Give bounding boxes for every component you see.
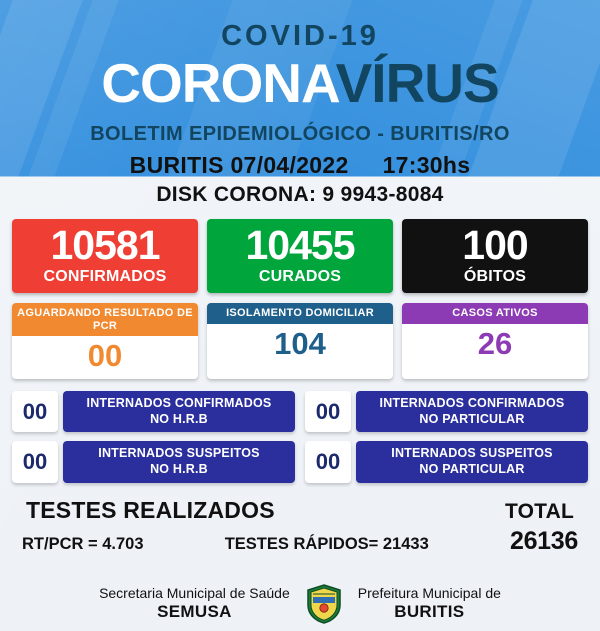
- footer-prefeitura: [358, 585, 501, 622]
- dateline: [0, 152, 600, 179]
- testes-rapidos-detail: TESTES RÁPIDOS= 21433: [224, 534, 429, 553]
- internados-label-line2: NO PARTICULAR: [419, 411, 525, 426]
- bulletin-subtitle: BOLETIM EPIDEMIOLÓGICO - BURITIS/RO: [90, 123, 510, 146]
- testes-pcr-detail: RT/PCR = 4.703: [22, 534, 144, 553]
- internados-confirmados-hrb-value: 00: [12, 391, 58, 432]
- internados-label-line1: INTERNADOS SUSPEITOS: [391, 446, 553, 461]
- covid19-title: COVID-19: [221, 20, 379, 52]
- internados-confirmados-particular-label: [356, 391, 588, 432]
- internados-label-line1: INTERNADOS SUSPEITOS: [98, 446, 260, 461]
- internados-label-line1: INTERNADOS CONFIRMADOS: [86, 396, 272, 411]
- stat-card-casos-ativos: [402, 303, 588, 379]
- stat-value-curados: 10455: [245, 222, 355, 269]
- internados-suspeitos-hrb-label: [63, 441, 295, 482]
- footer-prefeitura-line2: BURITIS: [394, 602, 465, 622]
- total-label: TOTAL: [504, 499, 574, 523]
- internados-suspeitos-particular-value: 00: [305, 441, 351, 482]
- internados-label-line2: NO PARTICULAR: [419, 462, 525, 477]
- coronavirus-title-part1: CORONA: [101, 52, 336, 114]
- footer-semusa-line2: SEMUSA: [157, 602, 232, 622]
- internados-grid: [0, 391, 600, 483]
- internados-suspeitos-particular: [305, 441, 588, 482]
- testes-header-row: [0, 497, 600, 524]
- disk-corona-phone: DISK CORONA: 9 9943-8084: [156, 183, 444, 207]
- stat-card-aguardando-pcr: [12, 303, 198, 379]
- poster-footer: [0, 583, 600, 625]
- internados-suspeitos-particular-label: [356, 441, 588, 482]
- stat-title-isolamento-domiciliar: ISOLAMENTO DOMICILIAR: [207, 303, 393, 324]
- stat-value-confirmados: 10581: [50, 222, 160, 269]
- secondary-stats-row: [0, 303, 600, 379]
- stat-title-casos-ativos: CASOS ATIVOS: [402, 303, 588, 324]
- stat-value-aguardando-pcr: 00: [87, 338, 123, 374]
- footer-prefeitura-line1: Prefeitura Municipal de: [357, 585, 501, 602]
- bulletin-time: 17:30hs: [382, 152, 471, 179]
- footer-semusa-line1: Secretaria Municipal de Saúde: [99, 585, 290, 602]
- coat-of-arms-icon: [304, 583, 344, 625]
- internados-suspeitos-hrb: [12, 441, 295, 482]
- stat-label-confirmados: CONFIRMADOS: [43, 268, 167, 286]
- internados-label-line2: NO H.R.B: [150, 462, 208, 477]
- internados-suspeitos-hrb-value: 00: [12, 441, 58, 482]
- internados-confirmados-particular: [305, 391, 588, 432]
- internados-confirmados-particular-value: 00: [305, 391, 351, 432]
- stat-card-curados: [207, 219, 393, 293]
- stat-card-confirmados: [12, 219, 198, 293]
- internados-confirmados-hrb-label: [63, 391, 295, 432]
- poster-header: [0, 0, 600, 207]
- testes-detail-row: [0, 527, 600, 556]
- stat-title-aguardando-pcr: AGUARDANDO RESULTADO DE PCR: [12, 303, 198, 336]
- stat-value-obitos: 100: [462, 222, 528, 269]
- stat-card-obitos: [402, 219, 588, 293]
- bulletin-date: BURITIS 07/04/2022: [129, 152, 349, 179]
- coronavirus-title-part2: VÍRUS: [335, 52, 499, 114]
- stat-label-curados: CURADOS: [258, 268, 342, 286]
- stat-label-obitos: ÓBITOS: [463, 268, 527, 286]
- testes-total-value: 26136: [509, 526, 578, 555]
- footer-semusa: [99, 585, 290, 622]
- internados-confirmados-hrb: [12, 391, 295, 432]
- internados-label-line1: INTERNADOS CONFIRMADOS: [379, 396, 565, 411]
- coronavirus-title: [0, 52, 600, 114]
- stat-value-isolamento-domiciliar: 104: [274, 325, 326, 361]
- main-stats-row: [0, 219, 600, 293]
- stat-card-isolamento-domiciliar: [207, 303, 393, 379]
- testes-realizados-title: TESTES REALIZADOS: [26, 496, 275, 523]
- internados-label-line2: NO H.R.B: [150, 411, 208, 426]
- stat-value-casos-ativos: 26: [477, 325, 513, 361]
